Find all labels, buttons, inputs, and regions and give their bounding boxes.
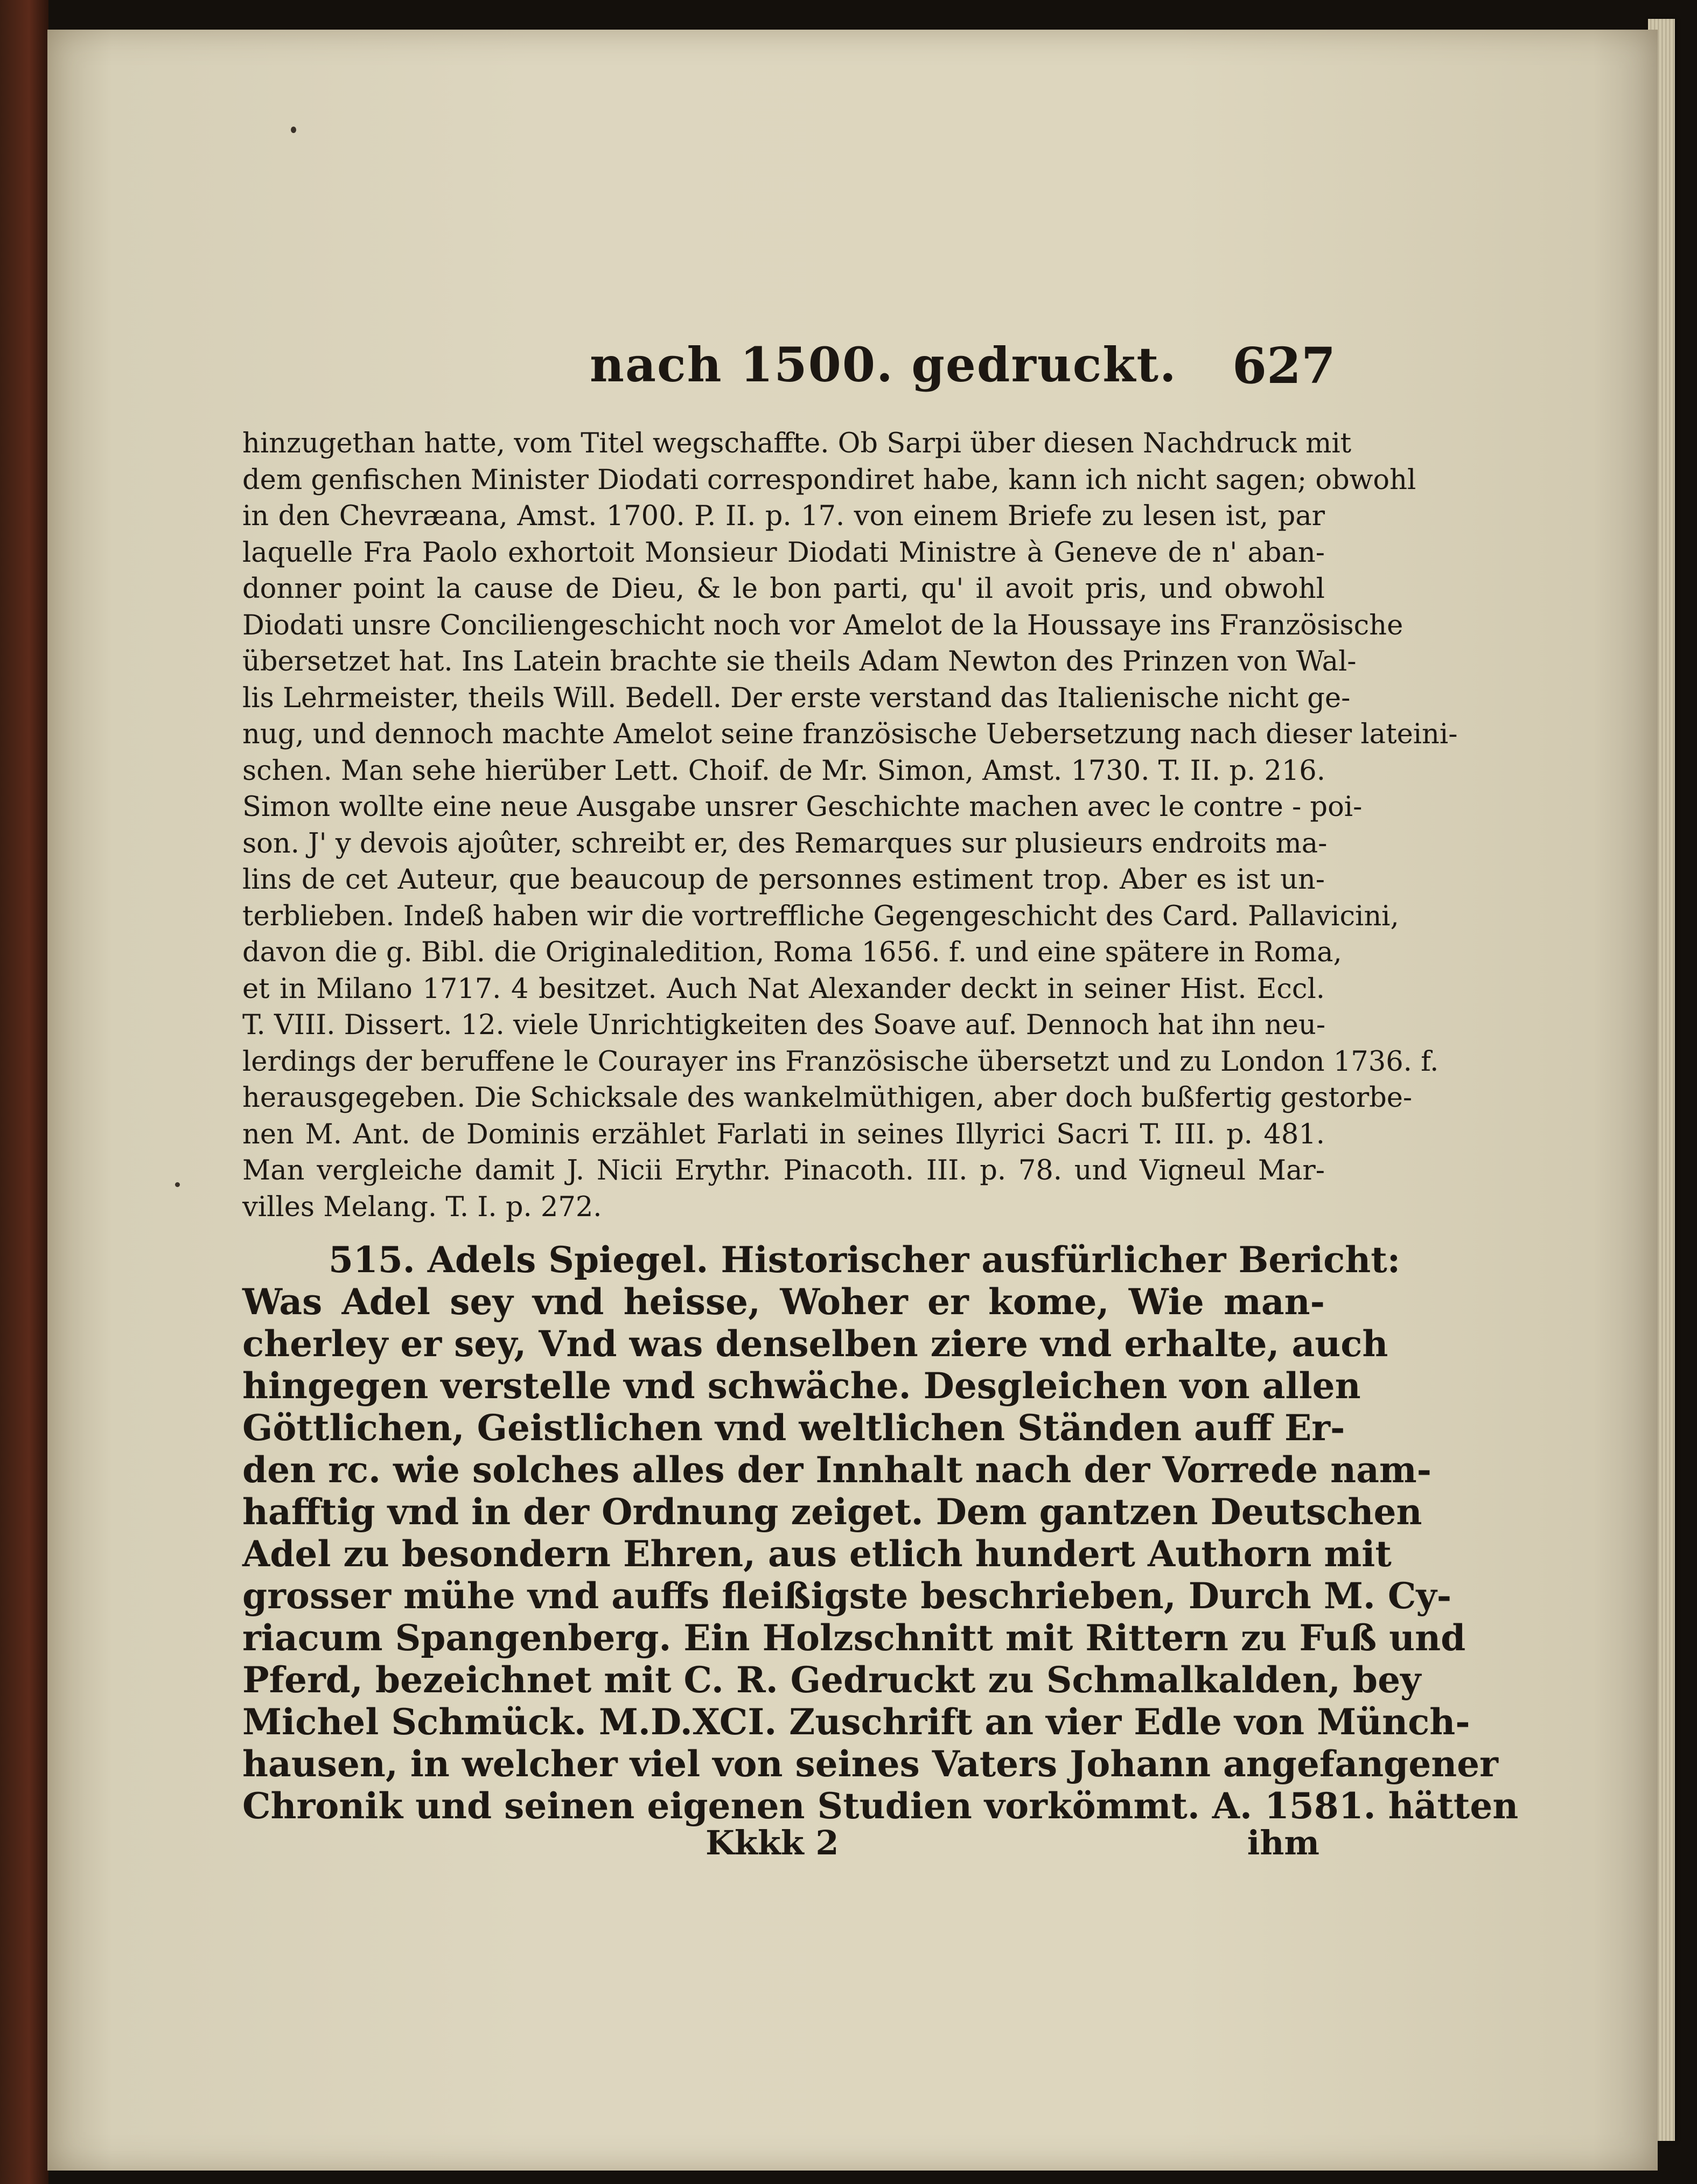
text-line: lerdings der beruffene le Courayer ins Französische übersetzt und zu London 1736. f. [242,1045,1439,1078]
text-line: übersetzet hat. Ins Latein brachte sie theils Adam Newton des Prinzen von Wal- [242,646,1357,678]
text-line: dem genfischen Minister Diodati correspondiret habe, kann ich nicht sagen; obwohl [242,464,1416,496]
entry-line: cherley er sey, Vnd was denselben ziere vnd erhalte, auch [242,1323,1388,1365]
text-line: et in Milano 1717. 4 besitzet. Auch Nat Alexander deckt in seiner Hist. Eccl. [242,973,1325,1005]
entry-line: Göttlichen, Geistlichen vnd weltlichen Ständen auff Er- [242,1407,1345,1449]
entry-line: grosser mühe vnd auffs fleißigste beschrieben, Durch M. Cy- [242,1575,1452,1617]
text-line: lins de cet Auteur, que beaucoup de personnes estiment trop. Aber es ist un- [242,864,1325,896]
text-line: laquelle Fra Paolo exhortoit Monsieur Diodati Ministre à Geneve de n' aban- [242,536,1325,569]
entry-line: Michel Schmück. M.D.XCI. Zuschrift an vier Edle von Münch- [242,1701,1470,1743]
text-line: in den Chevræana, Amst. 1700. P. II. p. 17. von einem Briefe zu lesen ist, par [242,500,1325,532]
continuation-paragraph [242,425,1458,1225]
entry-line: hingegen verstelle vnd schwäche. Desgleichen von allen [242,1365,1361,1407]
entry-line: Adel zu besondern Ehren, aus etlich hundert Authorn mit [242,1533,1392,1575]
entry-line: Was Adel sey vnd heisse, Woher er kome, Wie man- [242,1281,1325,1323]
text-line: davon die g. Bibl. die Originaledition, Roma 1656. f. und eine spätere in Roma, [242,937,1342,968]
text-line: T. VIII. Dissert. 12. viele Unrichtigkeiten des Soave auf. Dennoch hat ihn neu- [242,1009,1326,1041]
text-line: son. J' y devois ajoûter, schreibt er, des Remarques sur plusieurs endroits ma- [242,827,1328,860]
text-line: hinzugethan hatte, vom Titel wegschaffte. Ob Sarpi über diesen Nachdruck mit [242,428,1352,459]
ink-speck [291,127,296,133]
page-footer [242,1823,1325,1866]
catchword: ihm [1247,1823,1319,1862]
entry-line: Chronik und seinen eigenen Studien vorkömmt. A. 1581. hätten [242,1785,1519,1827]
entry-title-line: 515. Adels Spiegel. Historischer ausfürlicher Bericht: [329,1239,1401,1281]
entry-line: den rc. wie solches alles der Innhalt nach der Vorrede nam- [242,1449,1432,1491]
text-line: Simon wollte eine neue Ausgabe unsrer Geschichte machen avec le contre - poi- [242,791,1363,823]
page-number: 627 [1232,337,1336,395]
page-header [539,337,1336,412]
entry-line: hausen, in welcher viel von seines Vaters Johann angefangener [242,1743,1498,1785]
text-line: nug, und dennoch machte Amelot seine französische Uebersetzung nach dieser lateini- [242,718,1458,750]
running-head: nach 1500. gedruckt. [590,337,1177,393]
text-line: herausgegeben. Die Schicksale des wankelmüthigen, aber doch bußfertig gestorbe- [242,1082,1413,1114]
book-cover-edge [0,0,48,2184]
entry-515 [242,1239,1519,1827]
ink-speck [175,1182,180,1187]
text-line: villes Melang. T. I. p. 272. [242,1191,602,1223]
text-line: donner point la cause de Dieu, & le bon parti, qu' il avoit pris, und obwohl [242,573,1325,605]
entry-line: riacum Spangenberg. Ein Holzschnitt mit Rittern zu Fuß und [242,1617,1466,1659]
text-line: terblieben. Indeß haben wir die vortreffliche Gegengeschicht des Card. Pallavicini, [242,900,1399,932]
text-line: nen M. Ant. de Dominis erzählet Farlati in seines Illyrici Sacri T. III. p. 481. [242,1118,1325,1150]
text-line: Diodati unsre Conciliengeschicht noch vor Amelot de la Houssaye ins Französische [242,609,1403,641]
signature-mark: Kkkk 2 [706,1823,839,1862]
text-line: schen. Man sehe hierüber Lett. Choif. de Mr. Simon, Amst. 1730. T. II. p. 216. [242,755,1325,787]
text-line: Man vergleiche damit J. Nicii Erythr. Pinacoth. III. p. 78. und Vigneul Mar- [242,1155,1325,1187]
entry-line: Pferd, bezeichnet mit C. R. Gedruckt zu Schmalkalden, bey [242,1659,1421,1701]
text-line: lis Lehrmeister, theils Will. Bedell. Der erste verstand das Italienische nicht ge- [242,682,1351,714]
entry-line: hafftig vnd in der Ordnung zeiget. Dem gantzen Deutschen [242,1491,1422,1533]
